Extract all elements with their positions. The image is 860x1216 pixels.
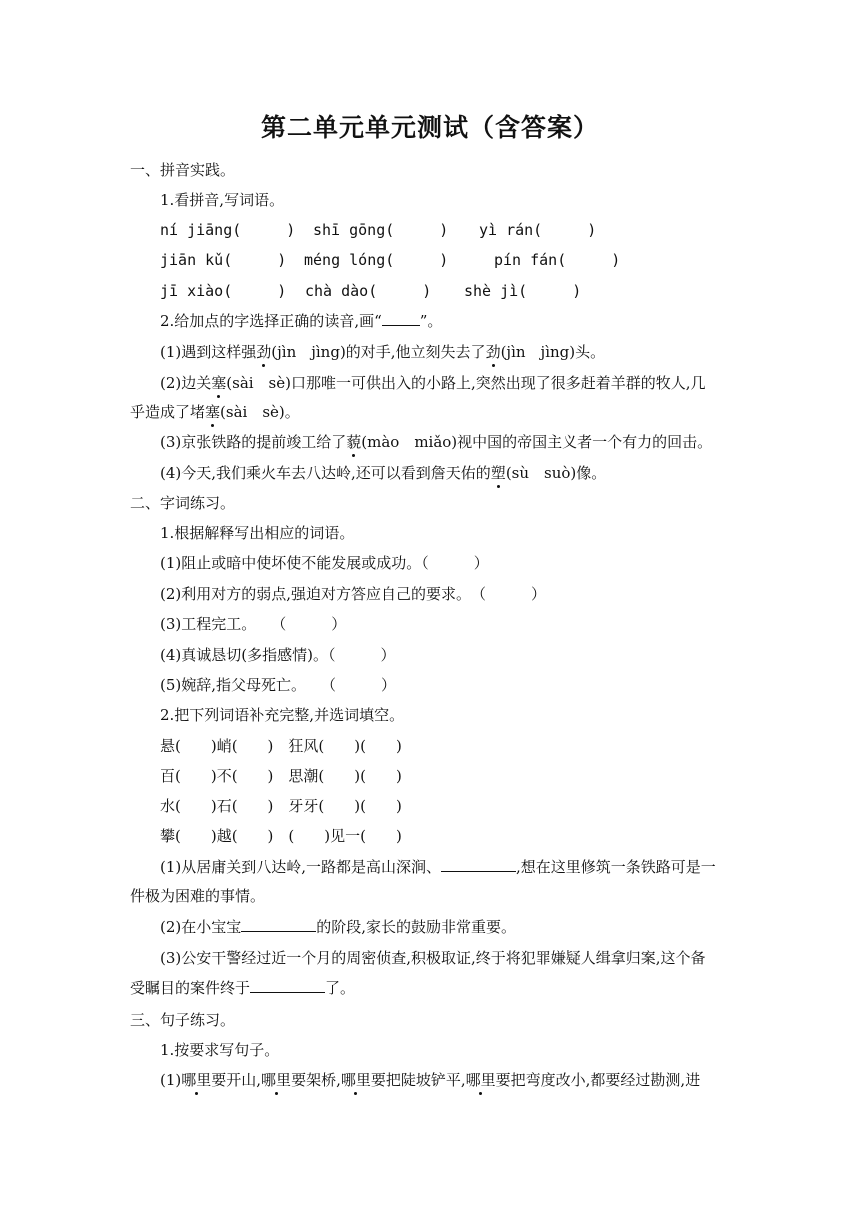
question-prompt: 2.给加点的字选择正确的读音,画“ ”。 [160, 312, 443, 330]
dotted-word: 哪里 [261, 1071, 292, 1089]
question-prompt: 1.根据解释写出相应的词语。 [160, 524, 355, 542]
section-heading: 一、拼音实践。 [130, 161, 236, 179]
fill-row: 水( )石( ) 牙牙( )( ) [160, 797, 402, 815]
question-sentence: (4)今天,我们乘火车去八达岭,还可以看到詹天佑的塑(sù suò)像。 [160, 464, 607, 482]
definition-item: (1)阻止或暗中使坏使不能发展或成功。（ ） [160, 554, 489, 572]
fill-sentence: (3)公安干警经过近一个月的周密侦查,积极取证,终于将犯罪嫌疑人缉拿归案,这个备 [160, 949, 706, 967]
pinyin-item: shī gōng( ) [313, 221, 449, 239]
fill-sentence: (1)从居庸关到八达岭,一路都是高山深涧、 ,想在这里修筑一条铁路可是一 [160, 858, 716, 876]
dotted-word: 哪里 [465, 1071, 496, 1089]
dotted-char: 塞 [205, 403, 221, 421]
dotted-char: 劲 [485, 343, 501, 361]
pinyin-item: shè jì( ) [464, 282, 582, 300]
pinyin-item: jī xiào( ) [160, 282, 287, 300]
definition-item: (4)真诚恳切(多指感情)。（ ） [160, 646, 396, 664]
question-sentence: (1)遇到这样强劲(jìn jìng)的对手,他立刻失去了劲(jìn jìng)头。 [160, 343, 606, 361]
definition-item: (3)工程完工。 （ ） [160, 615, 347, 633]
answer-blank [382, 311, 420, 326]
question-sentence: (2)边关塞(sài sè)口那唯一可供出入的小路上,突然出现了很多赶着羊群的牧人,几 [160, 374, 706, 392]
fill-sentence: (2)在小宝宝 的阶段,家长的鼓励非常重要。 [160, 918, 517, 936]
pinyin-item: méng lóng( ) [304, 251, 449, 269]
question-sentence: (1)哪里要开山,哪里要架桥,哪里要把陡坡铲平,哪里要把弯度改小,都要经过勘测,进 [160, 1071, 701, 1089]
definition-item: (2)利用对方的弱点,强迫对方答应自己的要求。 （ ） [160, 585, 547, 603]
dotted-char: 塑 [490, 464, 506, 482]
dotted-word: 哪里 [181, 1071, 212, 1089]
question-sentence: (3)京张铁路的提前竣工给了藐(mào miǎo)视中国的帝国主义者一个有力的回击。 [160, 433, 713, 451]
question-prompt: 1.按要求写句子。 [160, 1041, 280, 1059]
fill-row: 悬( )峭( ) 狂风( )( ) [160, 737, 402, 755]
pinyin-item: pín fán( ) [494, 251, 621, 269]
section-heading: 三、句子练习。 [130, 1011, 236, 1029]
pinyin-item: yì rán( ) [479, 221, 597, 239]
question-prompt: 2.把下列词语补充完整,并选词填空。 [160, 706, 405, 724]
question-sentence-continued: 乎造成了堵塞(sài sè)。 [130, 403, 300, 421]
section-heading: 二、字词练习。 [130, 494, 236, 512]
pinyin-item: ní jiāng( ) [160, 221, 296, 239]
fill-sentence-continued: 受瞩目的案件终于 了。 [130, 979, 356, 997]
answer-blank [250, 978, 325, 993]
question-prompt: 1.看拼音,写词语。 [160, 191, 285, 209]
fill-row: 百( )不( ) 思潮( )( ) [160, 767, 402, 785]
dotted-word: 哪里 [340, 1071, 371, 1089]
pinyin-item: chà dào( ) [305, 282, 432, 300]
document-title: 第二单元单元测试（含答案） [260, 113, 599, 142]
answer-blank [241, 917, 316, 932]
dotted-char: 藐 [346, 433, 362, 451]
definition-item: (5)婉辞,指父母死亡。 （ ） [160, 676, 397, 694]
fill-row: 攀( )越( ) ( )见一( ) [160, 827, 402, 845]
dotted-char: 塞 [211, 374, 227, 392]
pinyin-item: jiān kǔ( ) [160, 251, 287, 269]
answer-blank [441, 857, 516, 872]
dotted-char: 劲 [256, 343, 272, 361]
fill-sentence-continued: 件极为困难的事情。 [130, 887, 266, 905]
